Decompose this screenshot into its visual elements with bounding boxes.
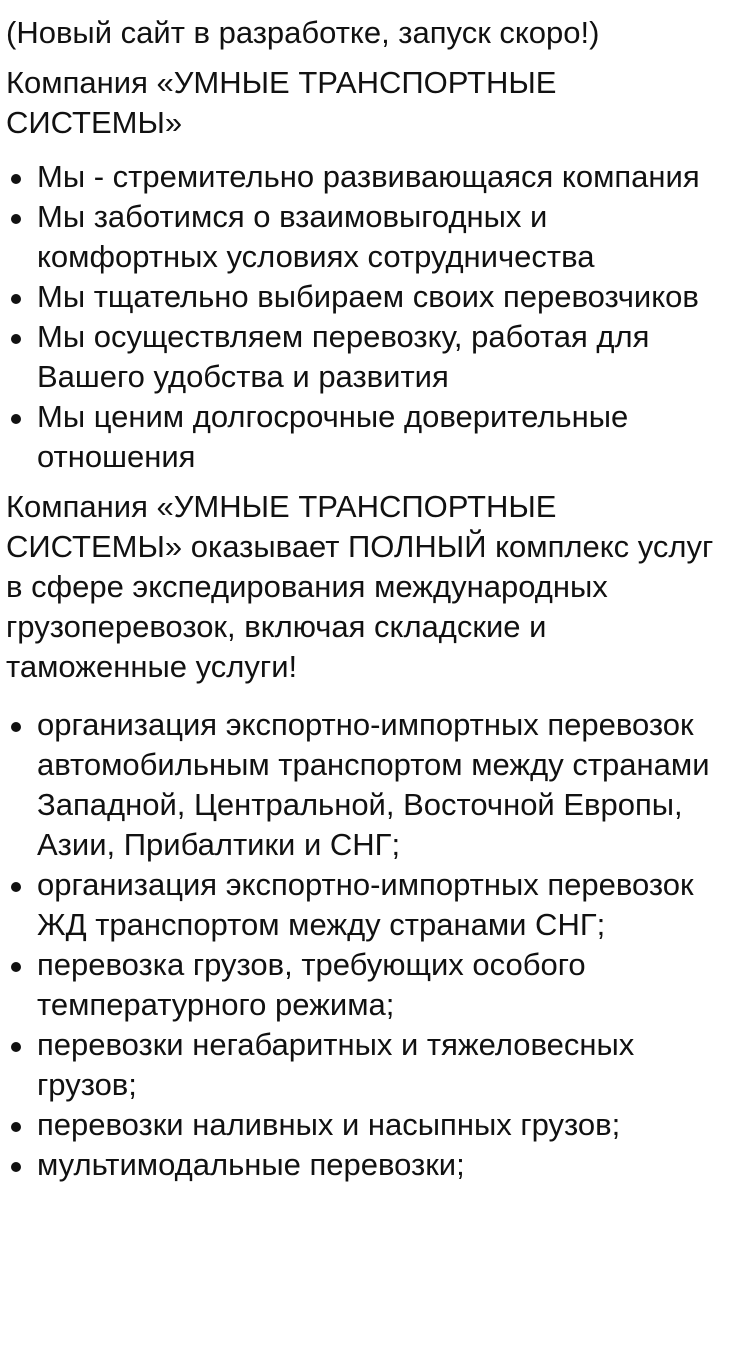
list-item: перевозки негабаритных и тяжеловесных грузов;: [6, 1025, 736, 1105]
list-item: Мы ценим долгосрочные доверительные отношения: [6, 397, 736, 477]
company-description: Компания «УМНЫЕ ТРАНСПОРТНЫЕ СИСТЕМЫ» оказывает ПОЛНЫЙ комплекс услуг в сфере экспедирования международных грузоперевозок, включая складские и таможенные услуги!: [6, 489, 714, 684]
page-content: [0, 13, 736, 1185]
list-item: перевозки наливных и насыпных грузов;: [6, 1105, 736, 1145]
company-values-list: [6, 157, 736, 477]
company-intro: Компания «УМНЫЕ ТРАНСПОРТНЫЕ СИСТЕМЫ»: [6, 65, 557, 140]
list-item: перевозка грузов, требующих особого температурного режима;: [6, 945, 736, 1025]
list-item: мультимодальные перевозки;: [6, 1145, 736, 1185]
list-item: Мы - стремительно развивающаяся компания: [6, 157, 736, 197]
launch-notice: (Новый сайт в разработке, запуск скоро!): [6, 15, 600, 50]
list-item: организация экспортно-импортных перевозок ЖД транспортом между странами СНГ;: [6, 865, 736, 945]
list-item: организация экспортно-импортных перевозок автомобильным транспортом между странами Западной, Центральной, Восточной Европы, Азии, Прибалтики и СНГ;: [6, 705, 736, 865]
list-item: Мы заботимся о взаимовыгодных и комфортных условиях сотрудничества: [6, 197, 736, 277]
services-list: [6, 705, 736, 1185]
list-item: Мы тщательно выбираем своих перевозчиков: [6, 277, 736, 317]
list-item: Мы осуществляем перевозку, работая для Вашего удобства и развития: [6, 317, 736, 397]
